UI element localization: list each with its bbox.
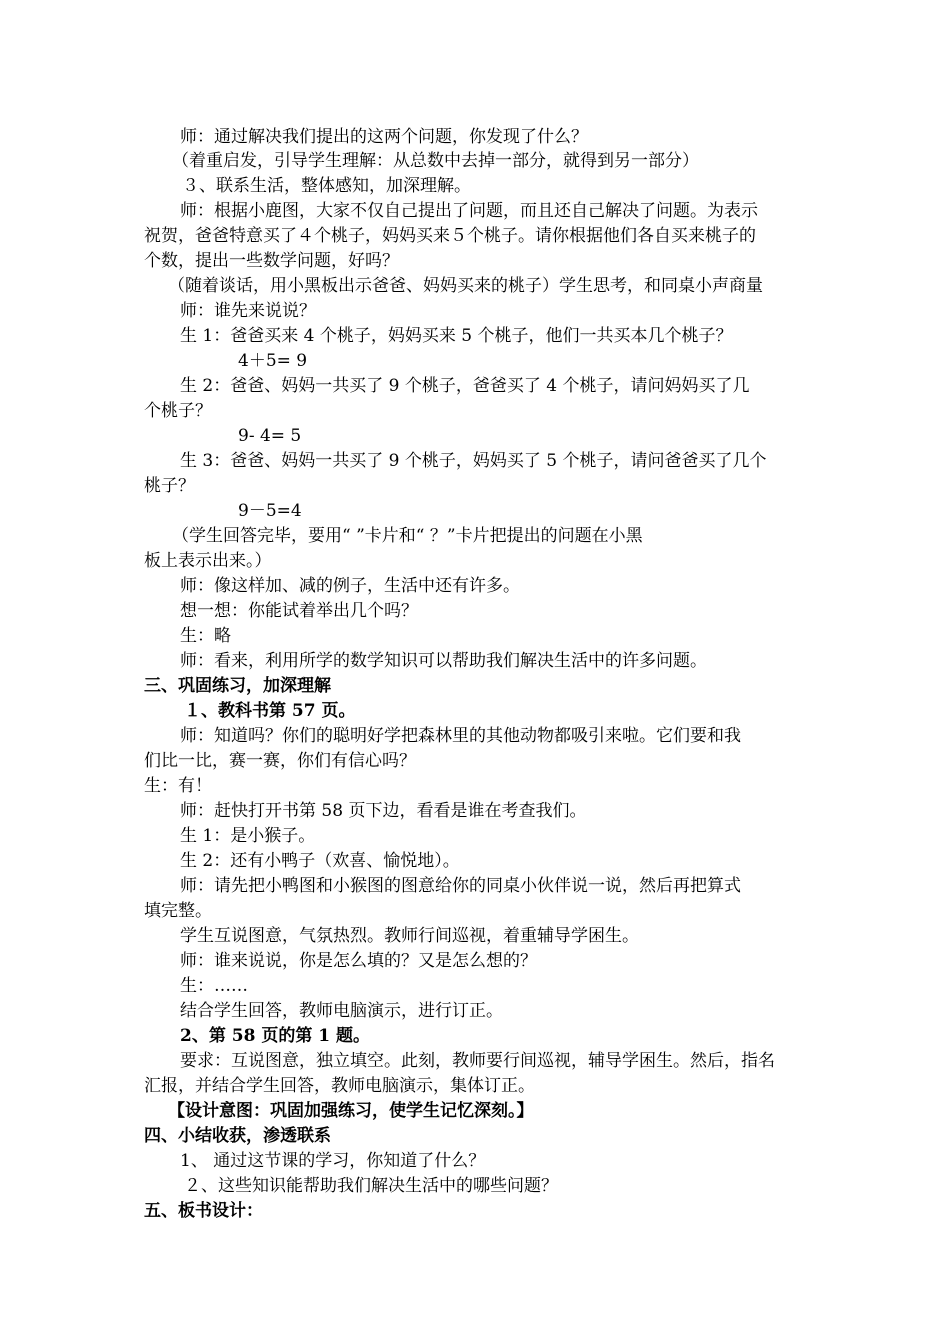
- text-line: 结合学生回答，教师电脑演示，进行订正。: [180, 1001, 503, 1021]
- text-line: 生 1：是小猴子。: [180, 826, 316, 846]
- section-heading: 五、板书设计：: [144, 1201, 263, 1221]
- equation: 9- 4= 5: [238, 426, 302, 446]
- text-line: 要求：互说图意，独立填空。此刻，教师要行间巡视，辅导学困生。然后，指名: [180, 1051, 775, 1071]
- subsection-heading: 2、第 58 页的第 1 题。: [180, 1026, 370, 1046]
- text-line: 生 2：还有小鸭子（欢喜、愉悦地）。: [180, 851, 460, 871]
- text-line: 师：看来，利用所学的数学知识可以帮助我们解决生活中的许多问题。: [180, 651, 707, 671]
- text-line: ３、联系生活，整体感知，加深理解。: [182, 176, 471, 196]
- text-line: 师：谁先来说说？: [180, 301, 316, 321]
- equation: 9－5=4: [238, 501, 302, 521]
- text-line: 学生互说图意，气氛热烈。教师行间巡视，着重辅导学困生。: [180, 926, 639, 946]
- text-line: 1、 通过这节课的学习，你知道了什么？: [180, 1151, 486, 1171]
- design-intent-note: 【设计意图：巩固加强练习，使学生记忆深刻。】: [168, 1101, 534, 1121]
- section-heading: 三、巩固练习，加深理解: [144, 676, 331, 696]
- text-line: 桃子？: [144, 476, 195, 496]
- text-line: 们比一比，赛一赛，你们有信心吗？: [144, 751, 416, 771]
- text-line: 生 1：爸爸买来 4 个桃子，妈妈买来 5 个桃子，他们一共买本几个桃子？: [180, 326, 733, 346]
- section-heading: 四、小结收获，渗透联系: [144, 1126, 331, 1146]
- text-line: 填完整。: [144, 901, 212, 921]
- text-line: 生 2：爸爸、妈妈一共买了 9 个桃子，爸爸买了 4 个桃子，请问妈妈买了几: [180, 376, 750, 396]
- text-line: 师：谁来说说，你是怎么填的？又是怎么想的？: [180, 951, 537, 971]
- text-line: 师：赶快打开书第 58 页下边，看看是谁在考查我们。: [180, 801, 587, 821]
- text-line: ２、这些知识能帮助我们解决生活中的哪些问题？: [184, 1176, 558, 1196]
- text-line: 生 3：爸爸、妈妈一共买了 9 个桃子，妈妈买了 5 个桃子，请问爸爸买了几个: [180, 451, 767, 471]
- subsection-heading: １、教科书第 57 页。: [184, 701, 356, 721]
- text-line: 师：根据小鹿图，大家不仅自己提出了问题，而且还自己解决了问题。为表示: [180, 201, 758, 221]
- equation: 4＋5= 9: [238, 351, 308, 371]
- text-line: 生：……: [180, 976, 248, 996]
- text-line: 生：有！: [144, 776, 212, 796]
- text-line: 师：知道吗？你们的聪明好学把森林里的其他动物都吸引来啦。它们要和我: [180, 726, 741, 746]
- text-line: 个桃子？: [144, 401, 212, 421]
- text-line: 个数，提出一些数学问题，好吗？: [144, 251, 399, 271]
- text-line: 生：略: [180, 626, 231, 646]
- text-line: （随着谈话，用小黑板出示爸爸、妈妈买来的桃子）学生思考，和同桌小声商量: [168, 276, 763, 296]
- text-line: 师：请先把小鸭图和小猴图的图意给你的同桌小伙伴说一说，然后再把算式: [180, 876, 741, 896]
- text-line: 想一想：你能试着举出几个吗？: [180, 601, 418, 621]
- text-line: （学生回答完毕，要用“ ”卡片和“ ？”卡片把提出的问题在小黑: [172, 526, 643, 546]
- text-line: 板上表示出来。）: [144, 551, 272, 571]
- text-line: 祝贺，爸爸特意买了４个桃子，妈妈买来５个桃子。请你根据他们各自买来桃子的: [144, 226, 756, 246]
- text-line: 师：像这样加、减的例子，生活中还有许多。: [180, 576, 520, 596]
- text-line: 师：通过解决我们提出的这两个问题，你发现了什么？: [180, 127, 588, 147]
- text-line: 汇报，并结合学生回答，教师电脑演示，集体订正。: [144, 1076, 535, 1096]
- text-line: （着重启发，引导学生理解：从总数中去掉一部分，就得到另一部分）: [172, 151, 699, 171]
